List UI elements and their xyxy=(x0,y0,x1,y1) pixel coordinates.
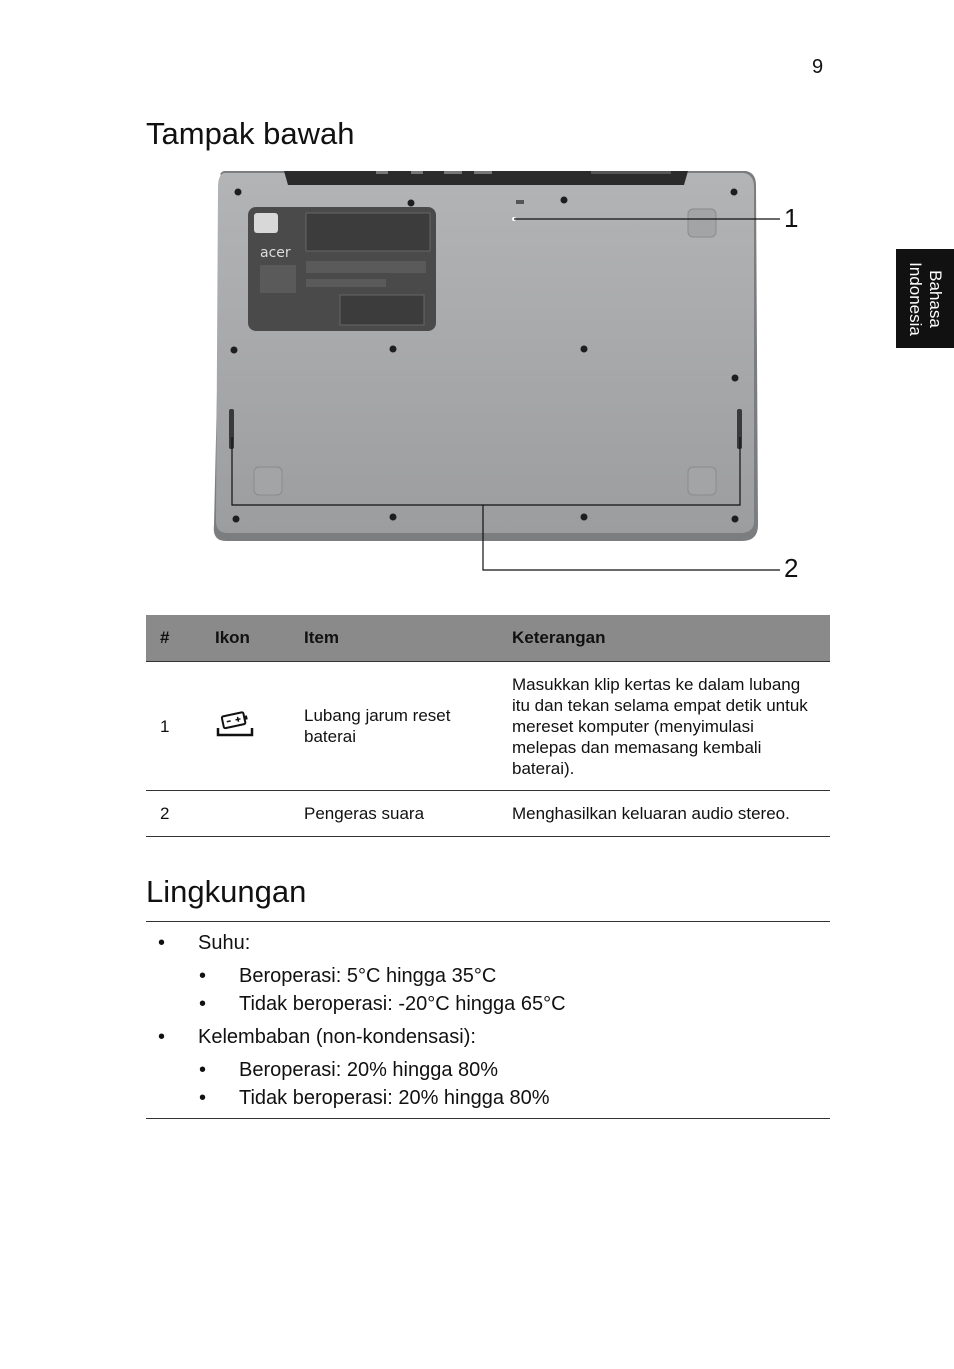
list-item xyxy=(146,1084,566,1112)
callout-2: 2 xyxy=(784,553,799,583)
language-tab xyxy=(896,249,954,348)
table-row xyxy=(146,791,830,837)
laptop-bottom-figure xyxy=(206,165,806,585)
page-number: 9 xyxy=(812,56,824,78)
header-icon: Ikon xyxy=(201,615,290,662)
bullet: • xyxy=(199,965,207,987)
section-title-bottom-view: Tampak bawah xyxy=(146,116,355,151)
list-item xyxy=(146,930,566,958)
bullet: • xyxy=(158,932,166,954)
list-item xyxy=(146,1056,566,1084)
list-item-label: Beroperasi: 20% hingga 80% xyxy=(239,1059,499,1081)
sub-list xyxy=(146,962,566,1018)
bullet: • xyxy=(199,1059,207,1081)
list-item-label: Suhu: xyxy=(198,932,251,954)
language-tab-line1: Bahasa xyxy=(926,270,945,328)
row-number: 1 xyxy=(146,662,201,791)
divider xyxy=(146,1118,830,1119)
list-item-label: Tidak beroperasi: 20% hingga 80% xyxy=(239,1087,550,1109)
language-tab-line2: Indonesia xyxy=(906,262,925,336)
header-description: Keterangan xyxy=(498,615,830,662)
component-table xyxy=(146,615,830,837)
list-item xyxy=(146,1024,566,1052)
list-item xyxy=(146,990,566,1018)
acer-logo: acer xyxy=(260,245,291,261)
bullet: • xyxy=(158,1026,166,1048)
list-item-label: Kelembaban (non-kondensasi): xyxy=(198,1026,476,1048)
row-number: 2 xyxy=(146,791,201,837)
bullet: • xyxy=(199,993,207,1015)
row-item: Pengeras suara xyxy=(290,791,498,837)
bullet: • xyxy=(199,1087,207,1109)
header-item: Item xyxy=(290,615,498,662)
row-item: Lubang jarum reset baterai xyxy=(290,662,498,791)
sub-list xyxy=(146,1056,566,1112)
list-item-label: Tidak beroperasi: -20°C hingga 65°C xyxy=(239,993,566,1015)
table-header-row xyxy=(146,615,830,662)
row-description: Masukkan klip kertas ke dalam lubang itu dan tekan selama empat detik untuk mereset komputer (menyimulasi melepas dan memasang kembali baterai). xyxy=(498,662,830,791)
laptop-bottom-illustration xyxy=(206,165,806,585)
battery-reset-icon xyxy=(215,710,255,738)
header-number: # xyxy=(146,615,201,662)
list-item xyxy=(146,962,566,990)
list-item-label: Beroperasi: 5°C hingga 35°C xyxy=(239,965,497,987)
table-row xyxy=(146,662,830,791)
row-icon-empty xyxy=(201,791,290,837)
section-title-environment: Lingkungan xyxy=(146,874,307,909)
row-description: Menghasilkan keluaran audio stereo. xyxy=(498,791,830,837)
callout-1: 1 xyxy=(784,203,799,233)
divider xyxy=(146,921,830,922)
environment-list xyxy=(146,930,566,1118)
